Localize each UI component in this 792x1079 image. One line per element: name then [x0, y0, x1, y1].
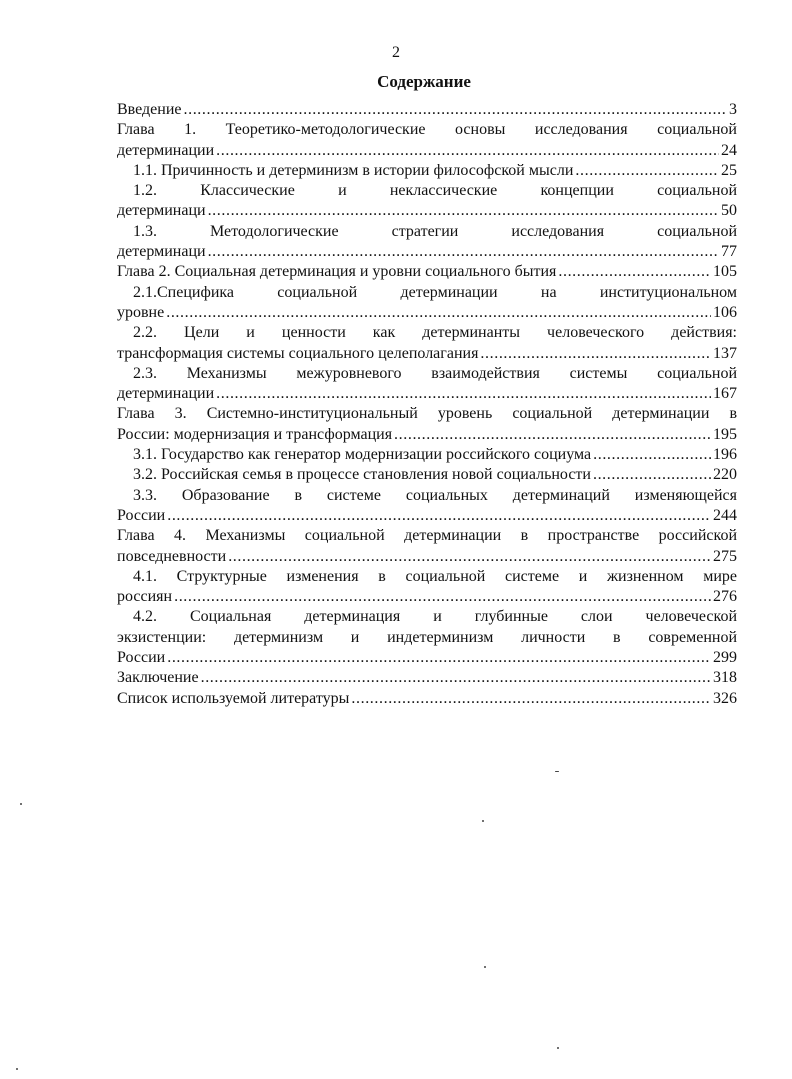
toc-entry-title: 1.1. Причинность и детерминизм в истории философской мысли	[133, 161, 574, 179]
toc-entry-title-cont: повседневности	[117, 547, 227, 565]
toc-entry-chapter-1	[117, 120, 737, 161]
toc-page-number: 275	[713, 547, 737, 565]
dot-leader	[575, 161, 719, 181]
toc-entry-2-2	[117, 323, 737, 364]
dot-leader	[228, 547, 711, 567]
dot-leader	[593, 445, 711, 465]
scan-speck	[484, 966, 486, 968]
toc-page-number: 326	[713, 689, 737, 707]
toc-entry-title-cont: России	[117, 506, 166, 524]
toc-entry-chapter-2	[117, 262, 737, 282]
toc-entry-title: Глава 2. Социальная детерминация и уровни социального бытия	[117, 263, 557, 281]
dot-leader	[167, 506, 711, 526]
toc-entry-chapter-3	[117, 404, 737, 445]
dot-leader	[216, 141, 719, 161]
toc-entry-title-cont: детерминаци	[117, 243, 206, 261]
toc-page-number: 24	[721, 141, 737, 159]
toc-page-number: 244	[713, 506, 737, 524]
toc-entry-title: 3.2. Российская семья в процессе становления новой социальности	[133, 466, 591, 484]
toc-entry-title-cont: России: модернизация и трансформация	[117, 425, 393, 443]
toc-entry-title: 2.1.Специфика социальной детерминации на институциональном	[133, 283, 737, 301]
toc-entry-title: Глава 1. Теоретико-методологические основы исследования социальной	[117, 121, 737, 139]
toc-entry-1-1	[117, 161, 737, 181]
toc-entry-1-3	[117, 222, 737, 263]
dot-leader	[394, 425, 711, 445]
toc-entry-3-3	[117, 486, 737, 527]
dot-leader	[174, 587, 711, 607]
toc-entry-3-2	[117, 465, 737, 485]
toc-page-number: 195	[713, 425, 737, 443]
scan-speck	[482, 820, 484, 822]
toc-page-number: 50	[721, 202, 737, 220]
dot-leader	[184, 100, 728, 120]
toc-entry-title: Список используемой литературы	[117, 689, 350, 707]
toc-entry-title: 1.3. Методологические стратегии исследования социальной	[133, 222, 737, 240]
toc-page-number: 137	[713, 344, 737, 362]
toc-entry-3-1	[117, 445, 737, 465]
toc-entry-title: 4.1. Структурные изменения в социальной системе и жизненном мире	[133, 567, 737, 585]
toc-entry-title: Глава 3. Системно-институциональный уровень социальной детерминации в	[117, 405, 737, 423]
scan-speck	[16, 1068, 18, 1070]
toc-entry-title: Введение	[117, 101, 182, 118]
toc-entry-title-cont: детерминаци	[117, 202, 206, 220]
toc-page-number: 167	[713, 385, 737, 403]
toc-entry-title-cont: детерминации	[117, 141, 215, 159]
toc-entry-title: 2.2. Цели и ценности как детерминанты человеческого действия:	[133, 324, 737, 342]
toc-page-number: 220	[713, 466, 737, 484]
toc-page-number: 196	[713, 446, 737, 464]
toc-entry-2-1	[117, 283, 737, 324]
toc-page-number: 3	[729, 101, 737, 118]
scan-speck	[557, 1047, 559, 1049]
toc-entry-title: 2.3. Механизмы межуровневого взаимодействия системы социальной	[133, 364, 737, 382]
toc-page-number: 77	[721, 243, 737, 261]
toc-page-number: 318	[713, 669, 737, 687]
toc-entry-title: 4.2. Социальная детерминация и глубинные слои человеческой	[133, 608, 737, 626]
scan-speck	[555, 771, 559, 772]
toc-page-number: 25	[721, 161, 737, 179]
dot-leader	[167, 648, 711, 668]
toc-entry-4-2	[117, 607, 737, 668]
toc-entry-title: 3.1. Государство как генератор модернизации российского социума	[133, 446, 592, 464]
toc-page-number: 106	[713, 303, 737, 321]
toc-entry-title-cont: уровне	[117, 303, 165, 321]
toc-entry-title: Заключение	[117, 669, 199, 687]
toc-entry-title-cont: экзистенции: детерминизм и индетерминизм личности в современной	[117, 628, 737, 646]
page-number: 2	[392, 44, 400, 61]
dot-leader	[351, 689, 711, 709]
toc-entry-title: 1.2. Классические и неклассические концепции социальной	[133, 182, 737, 200]
dot-leader	[480, 344, 711, 364]
toc-entry-introduction	[117, 100, 737, 120]
toc-entry-title-cont: россиян	[117, 588, 173, 606]
toc-entry-title-cont: трансформация системы социального целеполагания	[117, 344, 479, 362]
dot-leader	[208, 242, 719, 262]
toc-entry-chapter-4	[117, 526, 737, 567]
dot-leader	[216, 384, 711, 404]
dot-leader	[201, 668, 711, 688]
toc-entry-title: Глава 4. Механизмы социальной детерминации в пространстве российской	[117, 527, 737, 545]
toc-page-number: 105	[713, 263, 737, 281]
toc-entry-1-2	[117, 181, 737, 222]
toc-entry-title: 3.3. Образование в системе социальных детерминаций изменяющейся	[133, 486, 737, 504]
scan-speck	[20, 803, 22, 805]
dot-leader	[593, 465, 711, 485]
dot-leader	[208, 201, 719, 221]
dot-leader	[166, 303, 711, 323]
dot-leader	[558, 262, 711, 282]
toc-entry-bibliography	[117, 689, 737, 709]
toc-entry-2-3	[117, 364, 737, 405]
toc-entry-conclusion	[117, 668, 737, 688]
table-of-contents	[117, 100, 737, 709]
toc-page-number: 276	[713, 588, 737, 606]
toc-entry-title-cont: детерминации	[117, 385, 215, 403]
toc-page-number: 299	[713, 649, 737, 667]
toc-entry-4-1	[117, 567, 737, 608]
page-title: Содержание	[377, 72, 471, 91]
toc-entry-title-cont: России	[117, 649, 166, 667]
